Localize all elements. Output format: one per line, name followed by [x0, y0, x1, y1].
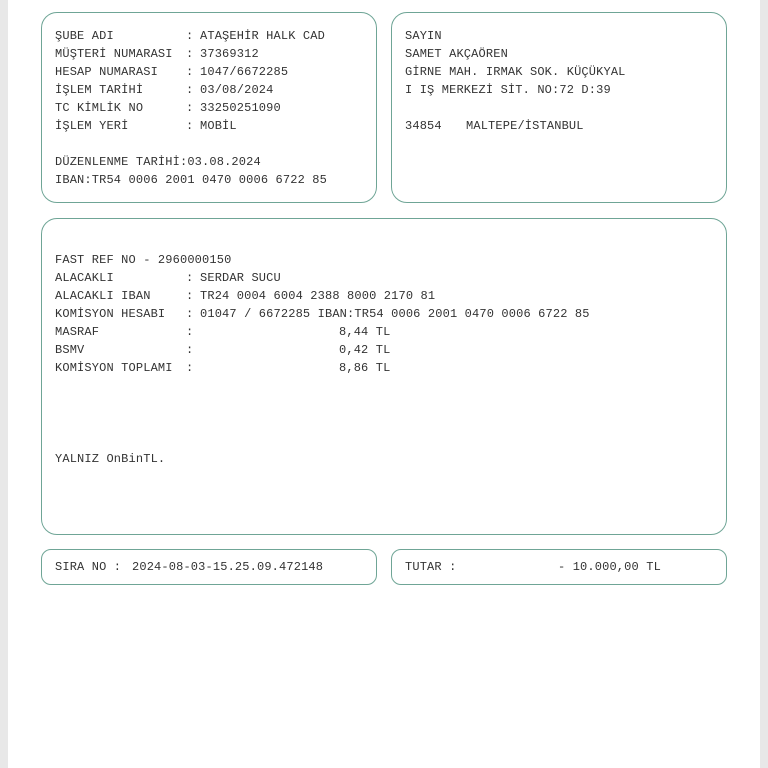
receiver-iban-label: ALACAKLI IBAN: [55, 289, 151, 303]
fee-colon: :: [186, 325, 194, 339]
salutation: SAYIN: [405, 29, 442, 43]
customer-no-value: 37369312: [200, 47, 259, 61]
account-iban: IBAN:TR54 0006 2001 0470 0006 6722 85: [55, 173, 327, 187]
tc-value: 33250251090: [200, 101, 281, 115]
customer-no-label: MÜŞTERİ NUMARASI: [55, 47, 173, 61]
amount-label: TUTAR :: [405, 560, 457, 574]
address-line-2: I IŞ MERKEZİ SİT. NO:72 D:39: [405, 83, 611, 97]
bsmv-label: BSMV: [55, 343, 85, 357]
account-no-colon: :: [186, 65, 194, 79]
account-no-label: HESAP NUMARASI: [55, 65, 158, 79]
receiver-value: SERDAR SUCU: [200, 271, 281, 285]
branch-colon: :: [186, 29, 194, 43]
receiver-colon: :: [186, 271, 194, 285]
recipient-name: SAMET AKÇAÖREN: [405, 47, 508, 61]
account-no-value: 1047/6672285: [200, 65, 289, 79]
txn-place-value: MOBİL: [200, 119, 237, 133]
sequence-label: SIRA NO :: [55, 560, 122, 574]
txn-date-label: İŞLEM TARİHİ: [55, 83, 144, 97]
fee-label: MASRAF: [55, 325, 100, 339]
fast-ref: FAST REF NO - 2960000150: [55, 253, 232, 267]
receipt-page: [8, 0, 760, 768]
commission-account-colon: :: [186, 307, 194, 321]
customer-no-colon: :: [186, 47, 194, 61]
amount-in-words: YALNIZ OnBinTL.: [55, 452, 166, 466]
commission-total-colon: :: [186, 361, 194, 375]
bsmv-value: 0,42 TL: [339, 343, 391, 357]
address-line-1: GİRNE MAH. IRMAK SOK. KÜÇÜKYAL: [405, 65, 626, 79]
branch-label: ŞUBE ADI: [55, 29, 114, 43]
txn-place-label: İŞLEM YERİ: [55, 119, 129, 133]
city: MALTEPE/İSTANBUL: [466, 119, 584, 133]
receiver-iban-colon: :: [186, 289, 194, 303]
tc-colon: :: [186, 101, 194, 115]
commission-account-value: 01047 / 6672285 IBAN:TR54 0006 2001 0470 0006 6722 85: [200, 307, 590, 321]
commission-account-label: KOMİSYON HESABI: [55, 307, 166, 321]
issue-date: DÜZENLENME TARİHİ:03.08.2024: [55, 155, 261, 169]
commission-total-value: 8,86 TL: [339, 361, 391, 375]
txn-date-colon: :: [186, 83, 194, 97]
receiver-label: ALACAKLI: [55, 271, 114, 285]
txn-place-colon: :: [186, 119, 194, 133]
txn-date-value: 03/08/2024: [200, 83, 274, 97]
receiver-iban-value: TR24 0004 6004 2388 8000 2170 81: [200, 289, 436, 303]
tc-label: TC KİMLİK NO: [55, 101, 144, 115]
sequence-value: 2024-08-03-15.25.09.472148: [132, 560, 324, 574]
amount-value: - 10.000,00 TL: [558, 560, 661, 574]
bsmv-colon: :: [186, 343, 194, 357]
branch-value: ATAŞEHİR HALK CAD: [200, 29, 325, 43]
fee-value: 8,44 TL: [339, 325, 391, 339]
commission-total-label: KOMİSYON TOPLAMI: [55, 361, 173, 375]
postal-code: 34854: [405, 119, 442, 133]
